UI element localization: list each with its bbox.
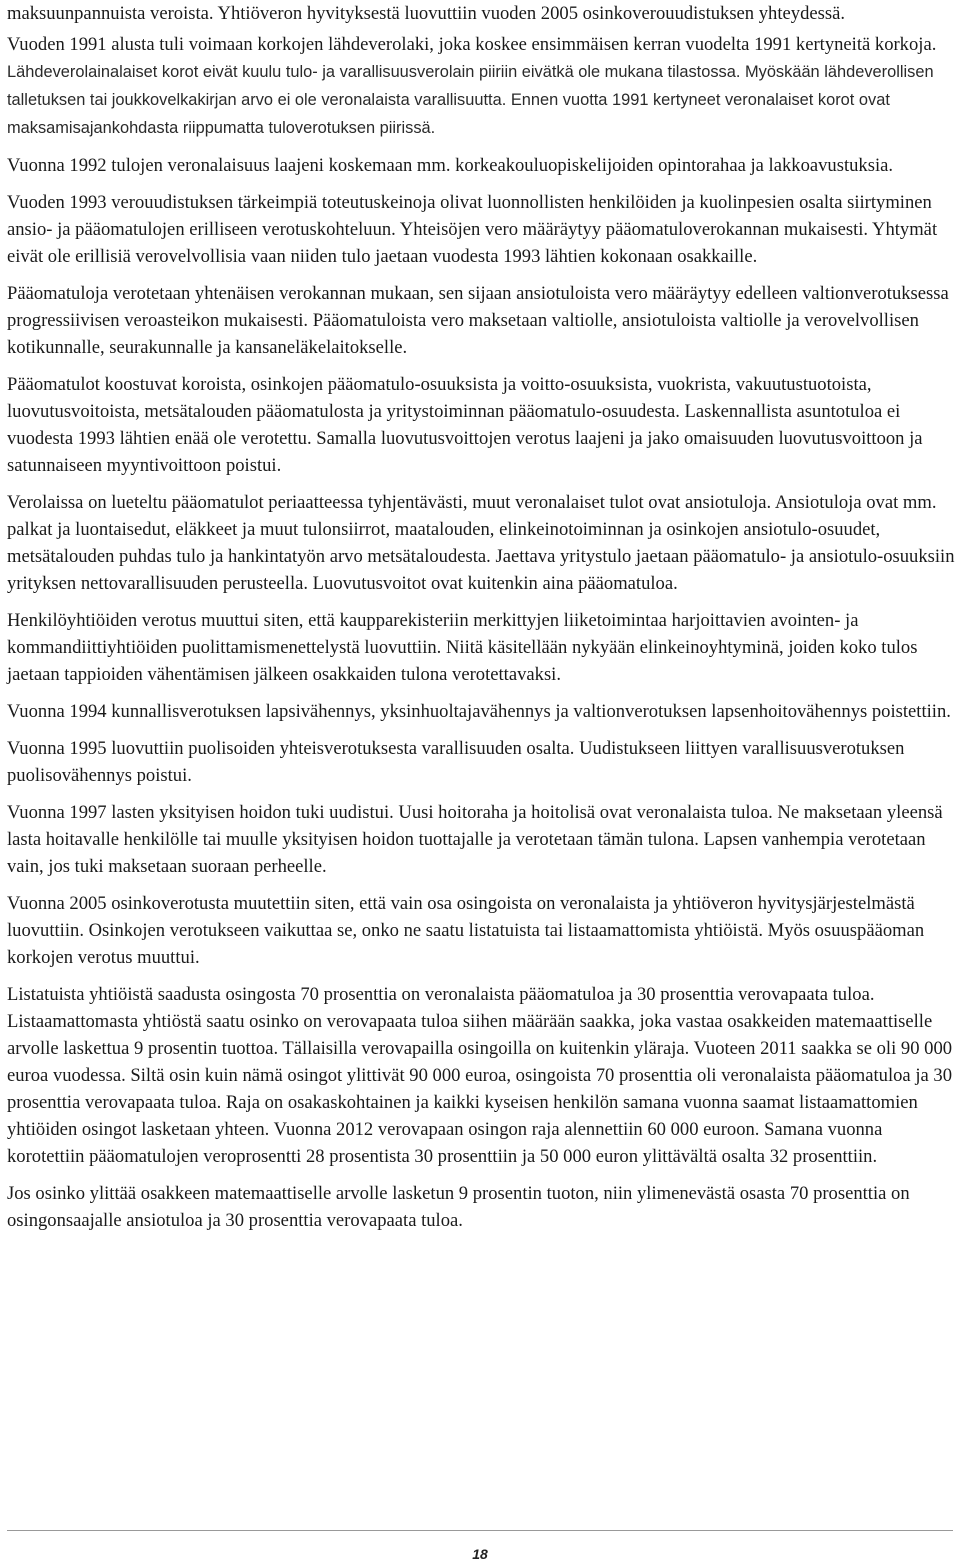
paragraph-text: Listatuista yhtiöistä saadusta osingosta 70 prosenttia on veronalaista pääomatuloa ja 30 prosenttia verovapaata tuloa. Listaamattomasta yhtiöstä saatu osinko on verovapaata tuloa siihen määrään saakka, joka vastaa osakkeiden matemaattiselle arvolle laskettua 9 prosentin tuottoa. Tällaisilla verovapailla osingoilla on kuitenkin yläraja. Vuoteen 2011 saakka se oli 90 000 euroa vuodessa. Siltä osin kuin nämä osingot ylittivät 90 000 euroa, osingoista 70 prosenttia oli veronalaista pääomatuloa ja 30 prosenttia verovapaata tuloa. Raja on osakaskohtainen ja kaikki kyseisen henkilön samana vuonna saamat listaamattomien yhtiöiden osingot lasketaan yhteen. Vuonna 2012 verovapaan osingon raja alennettiin 60 000 euroon. Samana vuonna korotettiin pääomatulojen veroprosentti 28 prosentista 30 prosenttiin ja 50 000 euron ylittävältä osalta 32 prosenttiin. bbox=[7, 984, 953, 1167]
paragraph bbox=[7, 152, 957, 179]
paragraph bbox=[7, 799, 957, 880]
paragraph bbox=[7, 189, 957, 270]
paragraph bbox=[7, 981, 957, 1170]
paragraph-text: Vuonna 1992 tulojen veronalaisuus laajeni koskemaan mm. korkeakouluopiskelijoiden opintorahaa ja lakkoavustuksia. bbox=[7, 155, 894, 176]
paragraph bbox=[7, 890, 957, 971]
paragraph bbox=[7, 280, 957, 361]
paragraph-text: Henkilöyhtiöiden verotus muuttui siten, että kaupparekisteriin merkittyjen liiketoimintaa harjoittavien avointen- ja kommandiittiyhtiöiden puolittamismenettelystä luovuttiin. Niitä käsitellään nykyään elinkeinoyhtyminä, joiden koko tulos jaetaan tappioiden vähentämisen jälkeen osakkaiden tulona verotettavaksi. bbox=[7, 610, 918, 685]
paragraph-text: maksuunpannuista veroista. Yhtiöveron hyvityksestä luovuttiin vuoden 2005 osinkoverouudistuksen yhteydessä. bbox=[7, 3, 845, 24]
paragraph bbox=[7, 31, 957, 142]
paragraph bbox=[7, 489, 957, 597]
paragraph-text: Pääomatuloja verotetaan yhtenäisen verokannan mukaan, sen sijaan ansiotuloista vero määräytyy edelleen valtionverotuksessa progressiivisen veroasteikon mukaisesti. Pääomatuloista vero maksetaan valtiolle, ansiotuloista valtiolle ja verovelvollisen kotikunnalle, seurakunnalle ja kansaneläkelaitokselle. bbox=[7, 283, 949, 358]
paragraph bbox=[7, 735, 957, 789]
paragraph bbox=[7, 1180, 957, 1234]
paragraph-text: Vuoden 1991 alusta tuli voimaan korkojen lähdeverolaki, joka koskee ensimmäisen kerran vuodelta 1991 kertyneitä korkoja. bbox=[7, 34, 937, 55]
page-number: 18 bbox=[472, 1546, 488, 1562]
paragraph-text: Vuonna 1997 lasten yksityisen hoidon tuki uudistui. Uusi hoitoraha ja hoitolisä ovat veronalaista tuloa. Ne maksetaan yleensä lasta hoitavalle henkilölle tai muulle yksityisen hoidon tuottajalle ja verotetaan tämän tulona. Lapsen vanhempia verotetaan vain, jos tuki maksetaan suoraan perheelle. bbox=[7, 802, 943, 877]
paragraph bbox=[7, 698, 957, 725]
paragraph-text: Vuonna 1994 kunnallisverotuksen lapsivähennys, yksinhuoltajavähennys ja valtionverotuksen lapsenhoitovähennys poistettiin. bbox=[7, 701, 951, 722]
footer-rule bbox=[7, 1530, 953, 1531]
paragraph-text: Vuonna 2005 osinkoverotusta muutettiin siten, että vain osa osingoista on veronalaista ja yhtiöveron hyvitysjärjestelmästä luovuttiin. Osinkojen verotukseen vaikuttaa se, onko ne saatu listatuista tai listaamattomista yhtiöistä. Myös osuuspääoman korkojen verotus muuttui. bbox=[7, 893, 925, 968]
paragraph-text: Pääomatulot koostuvat koroista, osinkojen pääomatulo-osuuksista ja voitto-osuuksista, vuokrista, vakuutustuotoista, luovutusvoitoista, metsätalouden pääomatulosta ja yritystoiminnan pääomatulo-osuudesta. Laskennallista asuntotuloa ei vuodesta 1993 lähtien enää ole verotettu. Samalla luovutusvoittojen verotus laajeni ja jako omaisuuden luovutusvoittoon ja satunnaiseen myyntivoittoon poistui. bbox=[7, 374, 923, 476]
paragraph bbox=[7, 607, 957, 688]
paragraph-text: Vuoden 1993 verouudistuksen tärkeimpiä toteutuskeinoja olivat luonnollisten henkilöiden ja kuolinpesien osalta siirtyminen ansio- ja pääomatulojen erilliseen verotuskohteluun. Yhteisöjen vero määräytyy pääomatuloverokannan mukaisesti. Yhtymät eivät ole erillisiä verovelvollisia vaan niiden tulo jaetaan vuodesta 1993 lähtien kokonaan osakkaille. bbox=[7, 192, 938, 267]
paragraph-text: Jos osinko ylittää osakkeen matemaattiselle arvolle lasketun 9 prosentin tuoton, niin ylimenevästä osasta 70 prosenttia on osingonsaajalle ansiotuloa ja 30 prosenttia verovapaata tuloa. bbox=[7, 1183, 910, 1231]
paragraph bbox=[7, 0, 957, 27]
paragraph-text: Lähdeverolainalaiset korot eivät kuulu tulo- ja varallisuusverolain piiriin eivätkä ole mukana tilastossa. Myöskään lähdeverollisen talletuksen tai joukkovelkakirjan arvo ei ole veronalaista varallisuutta. Ennen vuotta 1991 kertyneet veronalaiset korot ovat maksamisajankohdasta riippumatta tuloverotuksen piirissä. bbox=[7, 63, 934, 137]
page-body bbox=[7, 0, 957, 1244]
paragraph-text: Vuonna 1995 luovuttiin puolisoiden yhteisverotuksesta varallisuuden osalta. Uudistukseen liittyen varallisuusverotuksen puolisovähennys poistui. bbox=[7, 738, 905, 786]
paragraph-text: Verolaissa on lueteltu pääomatulot periaatteessa tyhjentävästi, muut veronalaiset tulot ovat ansiotuloja. Ansiotuloja ovat mm. palkat ja luontaisedut, eläkkeet ja muut tulonsiirrot, maatalouden, elinkeinotoiminnan ja osinkojen ansiotulo-osuudet, metsätalouden puhdas tulo ja hankintatyön arvo metsätaloudesta. Jaettava yritystulo jaetaan pääomatulo- ja ansiotulo-osuuksiin yrityksen nettovarallisuuden perusteella. Luovutusvoitot ovat kuitenkin aina pääomatuloa. bbox=[7, 492, 955, 594]
paragraph bbox=[7, 371, 957, 479]
